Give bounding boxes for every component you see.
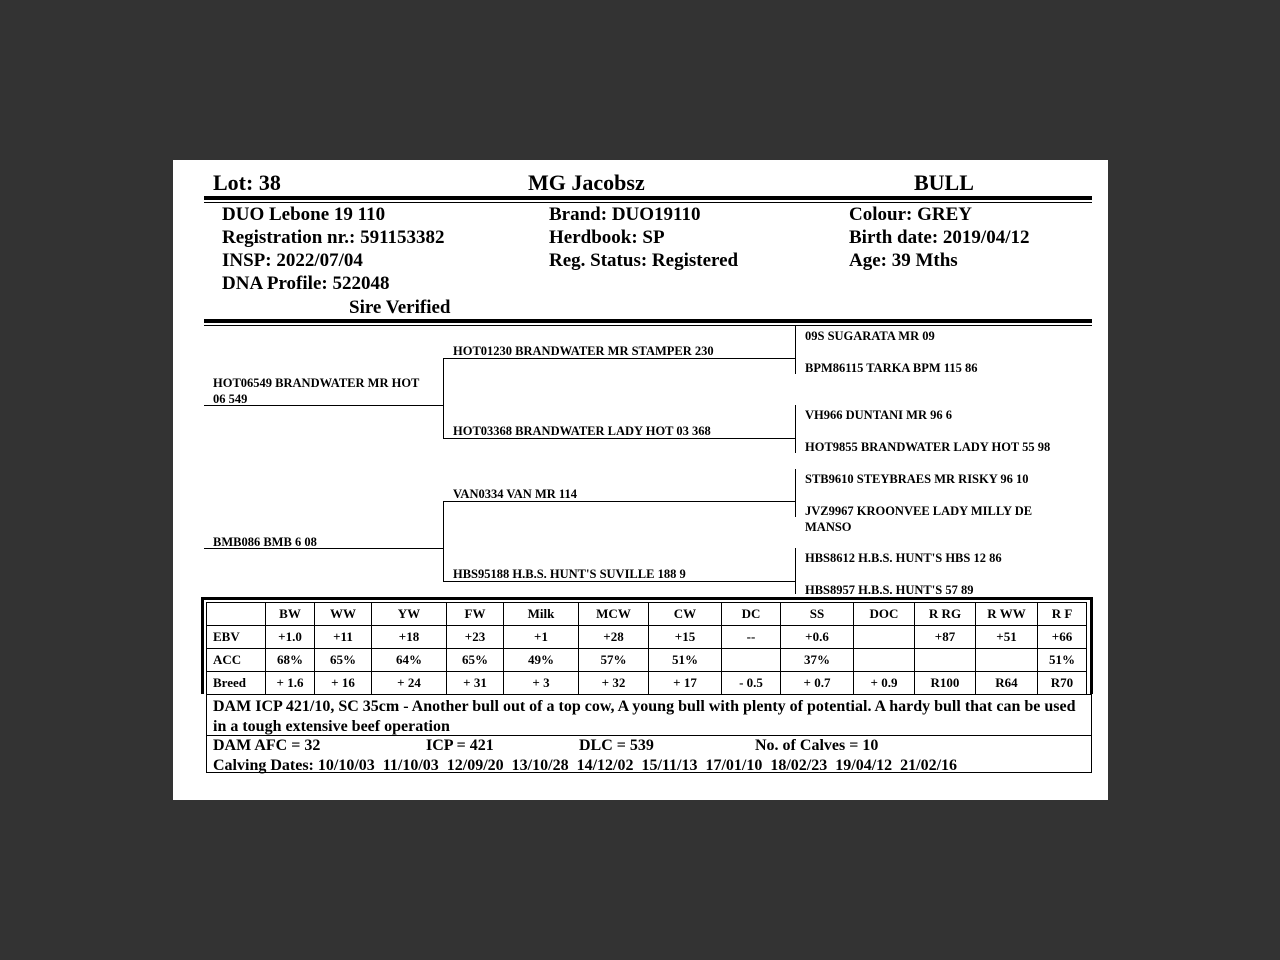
ebv-cell: 65%	[315, 649, 372, 672]
pedigree-sire-dam: HOT03368 BRANDWATER LADY HOT 03 368	[453, 424, 711, 438]
ebv-frame-top	[201, 597, 1093, 600]
info-rule-thin	[204, 325, 1092, 326]
sire-verified: Sire Verified	[349, 297, 451, 318]
ebv-cell: +51	[976, 626, 1038, 649]
ebv-cell: +11	[315, 626, 372, 649]
pedigree-sire-sire: HOT01230 BRANDWATER MR STAMPER 230	[453, 344, 714, 358]
lot-number: Lot: 38	[213, 170, 281, 195]
ebv-cell: 37%	[781, 649, 854, 672]
ebv-header-cell: WW	[315, 603, 372, 626]
ebv-header-cell: DOC	[854, 603, 915, 626]
ebv-cell: R100	[915, 672, 976, 695]
dam-info-box	[206, 694, 1092, 773]
ebv-cell: + 0.7	[781, 672, 854, 695]
pedigree-dsd: JVZ9967 KROONVEE LADY MILLY DE MANSO	[805, 504, 1033, 534]
ebv-cell: 49%	[504, 649, 579, 672]
ebv-cell: +1.0	[266, 626, 315, 649]
ebv-cell	[854, 649, 915, 672]
header-rule-thin	[204, 202, 1092, 203]
ebv-header-cell: R F	[1038, 603, 1087, 626]
pedigree-line	[795, 405, 796, 453]
ebv-cell	[722, 649, 781, 672]
ebv-cell: +23	[447, 626, 504, 649]
ebv-cell: R70	[1038, 672, 1087, 695]
pedigree-line	[795, 548, 796, 594]
pedigree-dam-dam: HBS95188 H.B.S. HUNT'S SUVILLE 188 9	[453, 567, 686, 581]
ebv-cell: + 3	[504, 672, 579, 695]
pedigree-dam: BMB086 BMB 6 08	[213, 535, 317, 549]
dam-comment: DAM ICP 421/10, SC 35cm - Another bull out of a top cow, A young bull with plenty of potential. A hardy bull that can be used in a tough extensive beef operation	[213, 698, 1076, 735]
pedigree-ddd: HBS8957 H.B.S. HUNT'S 57 89	[805, 583, 974, 597]
brand: Brand: DUO19110	[549, 204, 701, 225]
pedigree-dss: STB9610 STEYBRAES MR RISKY 96 10	[805, 472, 1029, 486]
calving-dates: Calving Dates: 10/10/03 11/10/03 12/09/20 13/10/28 14/12/02 15/11/13 17/01/10 18/02/23 19/04/12 21/02/16	[213, 757, 958, 774]
ebv-header-cell: MCW	[579, 603, 649, 626]
header-rule	[204, 196, 1092, 200]
ebv-header-cell	[207, 603, 266, 626]
ebv-cell: +18	[372, 626, 447, 649]
ebv-cell: +28	[579, 626, 649, 649]
ebv-cell: + 16	[315, 672, 372, 695]
pedigree-line	[443, 358, 444, 438]
animal-name: DUO Lebone 19 110	[222, 204, 386, 225]
inspection-date: INSP: 2022/07/04	[222, 250, 363, 271]
ebv-cell: + 17	[649, 672, 722, 695]
ebv-frame-left	[201, 597, 204, 694]
ebv-header-row	[207, 603, 1087, 626]
ebv-header-cell: R RG	[915, 603, 976, 626]
ebv-cell: +0.6	[781, 626, 854, 649]
pedigree-sds: VH966 DUNTANI MR 96 6	[805, 408, 952, 422]
birth-date: Birth date: 2019/04/12	[849, 227, 1030, 248]
registration-status: Reg. Status: Registered	[549, 250, 739, 271]
herdbook: Herdbook: SP	[549, 227, 665, 248]
pedigree-line	[795, 326, 796, 374]
acc-row	[207, 649, 1087, 672]
dna-profile: DNA Profile: 522048	[222, 273, 390, 294]
ebv-cell: +87	[915, 626, 976, 649]
pedigree-line	[795, 469, 796, 517]
ebv-cell: - 0.5	[722, 672, 781, 695]
lot-card	[173, 160, 1108, 800]
info-rule	[204, 319, 1092, 323]
ebv-cell: R64	[976, 672, 1038, 695]
pedigree-dds: HBS8612 H.B.S. HUNT'S HBS 12 86	[805, 551, 1002, 565]
ebv-cell: --	[722, 626, 781, 649]
dam-icp: ICP = 421	[426, 737, 494, 754]
pedigree-sdd: HOT9855 BRANDWATER LADY HOT 55 98	[805, 440, 1051, 454]
ebv-row-label: Breed	[207, 672, 266, 695]
animal-type: BULL	[914, 170, 974, 195]
ebv-cell: 51%	[649, 649, 722, 672]
ebv-header-cell: SS	[781, 603, 854, 626]
pedigree-ssd: BPM86115 TARKA BPM 115 86	[805, 361, 978, 375]
ebv-cell	[915, 649, 976, 672]
ebv-cell: 65%	[447, 649, 504, 672]
dam-dlc: DLC = 539	[579, 737, 654, 754]
ebv-cell: 57%	[579, 649, 649, 672]
dam-calves: No. of Calves = 10	[755, 737, 879, 754]
breed-row	[207, 672, 1087, 695]
ebv-header-cell: DC	[722, 603, 781, 626]
pedigree-sire: HOT06549 BRANDWATER MR HOT 06 549	[213, 376, 420, 406]
ebv-cell: + 31	[447, 672, 504, 695]
ebv-cell: + 32	[579, 672, 649, 695]
pedigree-line	[443, 501, 444, 581]
ebv-cell: 68%	[266, 649, 315, 672]
ebv-cell: 51%	[1038, 649, 1087, 672]
ebv-cell	[854, 626, 915, 649]
ebv-cell: + 0.9	[854, 672, 915, 695]
ebv-header-cell: BW	[266, 603, 315, 626]
ebv-cell: +15	[649, 626, 722, 649]
ebv-cell: + 24	[372, 672, 447, 695]
ebv-header-cell: R WW	[976, 603, 1038, 626]
ebv-header-cell: YW	[372, 603, 447, 626]
registration-number: Registration nr.: 591153382	[222, 227, 445, 248]
ebv-frame-right	[1090, 597, 1093, 694]
ebv-row-label: EBV	[207, 626, 266, 649]
pedigree-dam-sire: VAN0334 VAN MR 114	[453, 487, 577, 501]
ebv-header-cell: CW	[649, 603, 722, 626]
dam-afc: DAM AFC = 32	[213, 737, 321, 754]
ebv-row-label: ACC	[207, 649, 266, 672]
ebv-row	[207, 626, 1087, 649]
ebv-cell: 64%	[372, 649, 447, 672]
ebv-cell: + 1.6	[266, 672, 315, 695]
ebv-header-cell: FW	[447, 603, 504, 626]
seller-name: MG Jacobsz	[528, 170, 645, 195]
colour: Colour: GREY	[849, 204, 972, 225]
pedigree-sss: 09S SUGARATA MR 09	[805, 329, 935, 343]
ebv-header-cell: Milk	[504, 603, 579, 626]
ebv-cell: +66	[1038, 626, 1087, 649]
ebv-cell: +1	[504, 626, 579, 649]
age: Age: 39 Mths	[849, 250, 958, 271]
ebv-cell	[976, 649, 1038, 672]
ebv-table	[206, 602, 1087, 695]
